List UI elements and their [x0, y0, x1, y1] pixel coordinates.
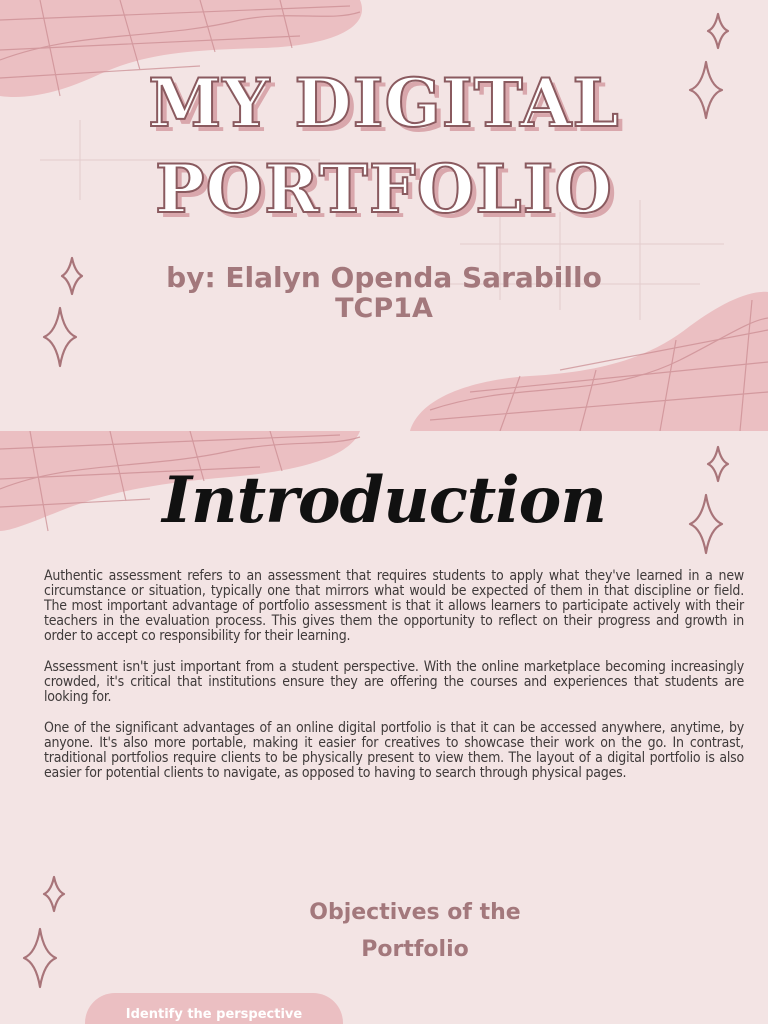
- intro-heading: Introduction: [162, 463, 606, 538]
- intro-body: [44, 569, 744, 797]
- intro-paragraph: Authentic assessment refers to an assessment that requires students to apply what they've learned in a new circumstance or situation, typically one that mirrors what would be expected of them in that discipline or field. The most important advantage of portfolio assessment is that it allows learners to participate actively with their teachers in the evaluation process. This gives them the opportunity to reflect on their progress and growth in order to accept co responsibility for their learning.: [44, 568, 744, 644]
- intro-paragraph: Assessment isn't just important from a student perspective. With the online marketplace becoming increasingly crowded, it's critical that institutions ensure they are offering the courses and experiences that students are looking for.: [44, 659, 744, 705]
- title-line-1: MY DIGITAL: [148, 64, 620, 142]
- author-byline: by: Elalyn Openda Sarabillo: [166, 261, 602, 294]
- cover-slide: [0, 0, 768, 431]
- sparkle-icon: [24, 929, 56, 987]
- sparkle-icon: [44, 877, 64, 911]
- intro-slide: [0, 431, 768, 1024]
- objective-pill: [85, 993, 343, 1024]
- section-label: TCP1A: [335, 293, 433, 324]
- objectives-heading-line-1: Objectives of the: [309, 900, 521, 925]
- objectives-heading-line-2: Portfolio: [361, 937, 469, 962]
- objective-item-label: Identify the perspective: [125, 1007, 303, 1022]
- title-line-2: PORTFOLIO: [154, 150, 614, 228]
- intro-paragraph: One of the significant advantages of an online digital portfolio is that it can be accessed anywhere, anytime, by anyone. It's also more portable, making it easier for creatives to showcase their work on the go. In contrast, traditional portfolios require clients to be physically present to view them. The layout of a digital portfolio is also easier for potential clients to navigate, as opposed to having to search through physical pages.: [44, 720, 744, 781]
- objectives-heading: [280, 894, 550, 968]
- sparkle-icon: [708, 14, 728, 48]
